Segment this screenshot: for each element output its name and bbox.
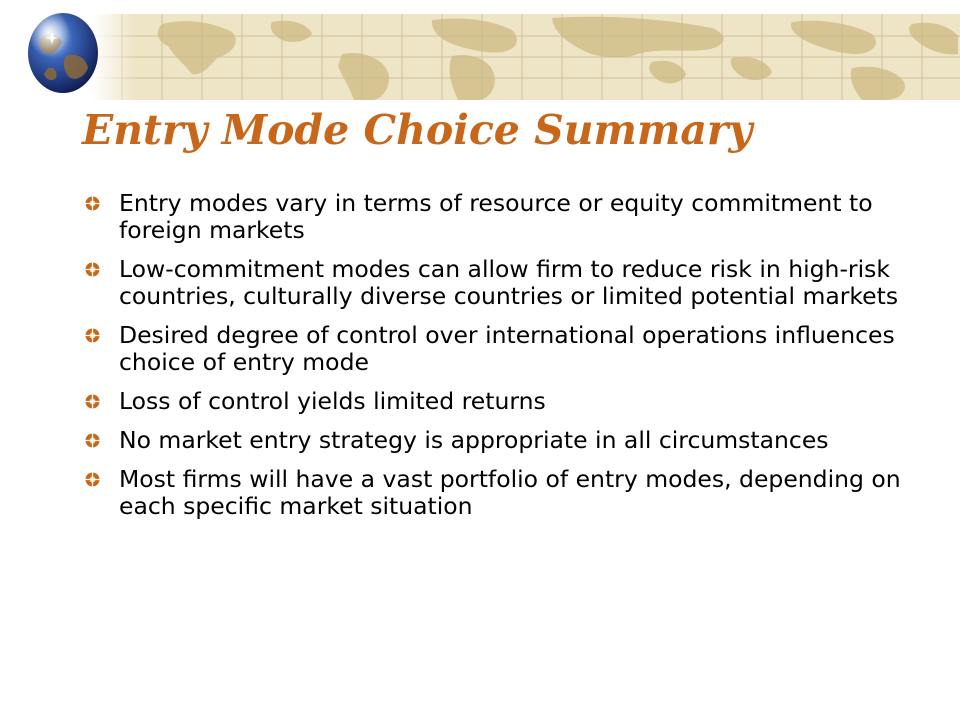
bullet-text: Loss of control yields limited returns xyxy=(119,387,546,415)
compass-bullet-icon xyxy=(84,195,101,212)
globe-icon xyxy=(26,10,100,96)
compass-bullet-icon xyxy=(84,261,101,278)
bullet-item xyxy=(84,427,934,454)
compass-bullet-icon xyxy=(84,393,101,410)
bullet-text: No market entry strategy is appropriate in all circumstances xyxy=(119,426,829,454)
bullet-item xyxy=(84,322,934,376)
world-map-banner xyxy=(92,14,960,100)
slide-title: Entry Mode Choice Summary xyxy=(82,106,753,154)
bullet-text: Most firms will have a vast portfolio of entry modes, depending on each specific market situation xyxy=(119,465,901,520)
bullet-item xyxy=(84,388,934,415)
bullet-item xyxy=(84,190,934,244)
compass-bullet-icon xyxy=(84,432,101,449)
bullet-list xyxy=(84,190,934,532)
compass-bullet-icon xyxy=(84,471,101,488)
compass-bullet-icon xyxy=(84,327,101,344)
bullet-item xyxy=(84,256,934,310)
bullet-text: Entry modes vary in terms of resource or equity commitment to foreign markets xyxy=(119,189,873,244)
bullet-text: Low-commitment modes can allow firm to reduce risk in high-risk countries, culturally diverse countries or limited potential markets xyxy=(119,255,899,310)
bullet-item xyxy=(84,466,934,520)
bullet-text: Desired degree of control over international operations influences choice of entry mode xyxy=(119,321,895,376)
